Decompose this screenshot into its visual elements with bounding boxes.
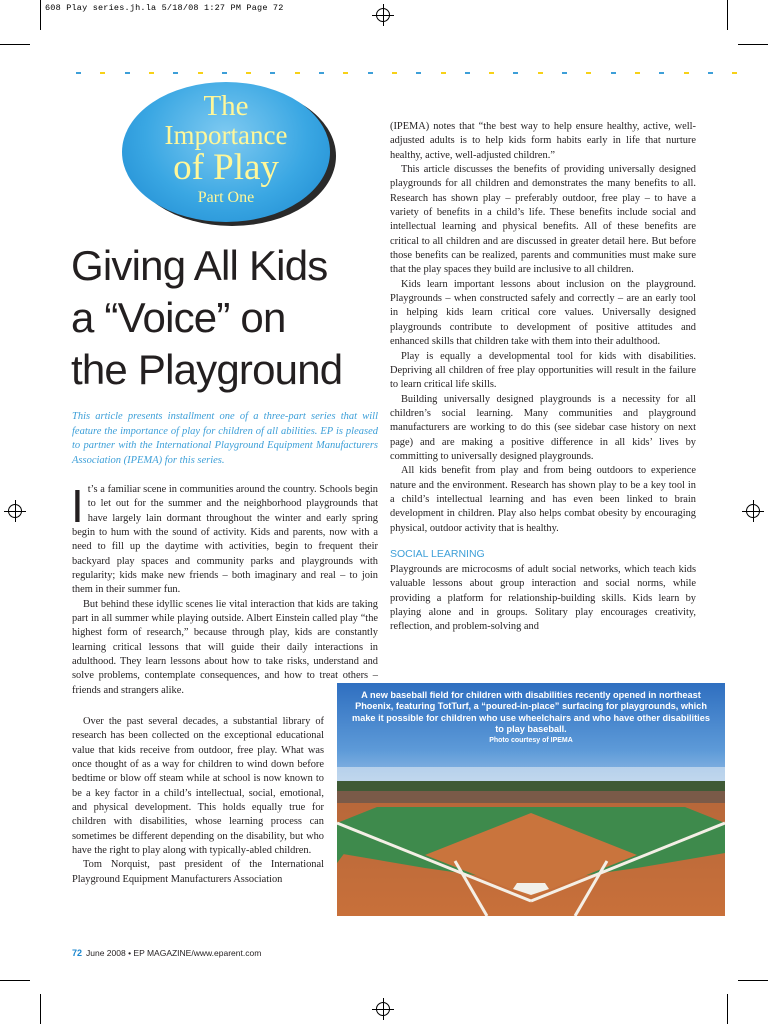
dash-segment xyxy=(319,72,324,74)
dash-segment xyxy=(538,72,543,74)
paragraph-1 xyxy=(71,480,378,598)
registration-mark-left xyxy=(4,500,26,522)
dash-segment xyxy=(562,72,567,74)
paragraph-6: This article discusses the benefits of providing universally designed playgrounds for all children and demonstrates the many benefits to all. Research has shown play – preferably outdoor, free play – to have a variety of benefits in a child’s life. These benefits include social and intellectual learning and physical benefits. All of these benefits are critical to all children and are discussed in greater detail here. But before those benefits can be realized, parents and communities must make sure that the play spaces they build are inclusive to all children. xyxy=(390,164,696,276)
dash-segment xyxy=(416,72,421,74)
section-subhead: SOCIAL LEARNING xyxy=(390,547,485,560)
dash-segment xyxy=(659,72,664,74)
crop-mark-tr-h xyxy=(738,44,768,45)
dash-segment xyxy=(441,72,446,74)
dash-segment xyxy=(732,72,737,74)
dash-segment xyxy=(586,72,591,74)
dash-segment xyxy=(246,72,251,74)
dash-segment xyxy=(149,72,154,74)
badge-line-3: of Play xyxy=(173,147,279,188)
crop-mark-tr-v xyxy=(727,0,728,30)
article-intro: This article presents installment one of a three-part series that will feature the importance of play for children of all abilities. EP is pleased to partner with the International Playground Equipment Manufacturers Association (IPEMA) for this series. xyxy=(72,411,378,466)
drop-cap: I xyxy=(71,480,84,532)
paragraph-11: Playgrounds are microcosms of adult social networks, which teach kids valuable lessons about group interaction and social norms, while providing a platform for relationship-building skills. Kids learn by playing alone and in groups. Solitary play encourages creativity, reflection, and problem-solving and xyxy=(390,563,696,633)
paragraph-2: But behind these idyllic scenes lie vital interaction that kids are taking part in all summer while playing outside. Albert Einstein called play “the highest form of research,” because through play, kids are constantly learning critical lessons that will guide their daily interactions in adulthood. They learn lessons about how to take risks, understand and solve problems, contemplate consequences, and how to treat others – friends and strangers alike. xyxy=(72,598,378,696)
headline-line-2: a “Voice” on xyxy=(71,294,286,341)
badge-line-2: Importance xyxy=(164,120,288,150)
paragraph-5: (IPEMA) notes that “the best way to help ensure healthy, active, well-adjusted adults is to help kids form habits early in life that nurture healthy, active, well-adjusted children.” xyxy=(390,121,696,161)
dash-segment xyxy=(465,72,470,74)
dash-segment xyxy=(76,72,81,74)
page-number: 72 xyxy=(72,948,83,958)
photo-credit: Photo courtesy of IPEMA xyxy=(489,736,573,744)
dash-segment xyxy=(708,72,713,74)
badge-line-4: Part One xyxy=(197,189,255,206)
dash-segment xyxy=(198,72,203,74)
column-left-top xyxy=(71,480,378,698)
dashed-rule xyxy=(76,72,736,75)
dash-segment xyxy=(343,72,348,74)
article-headline xyxy=(71,240,371,396)
paragraph-1-text: t’s a familiar scene in communities around the country. Schools begin to let out for the summer and the neighborhood playgrounds that have largely lain dormant throughout the winter and early spring begin to hum with the sound of activity. Kids and parents, now with a need to fill up the daytime with activities, begin to frequent their backyard play spaces and community parks and playgrounds with regularity; kids make new friends – both imaginary and real – to join them in their summer fun. xyxy=(72,484,378,596)
registration-mark-top xyxy=(372,4,394,26)
crop-mark-br-h xyxy=(738,980,768,981)
registration-mark-right xyxy=(742,500,764,522)
badge-line-1: The xyxy=(203,90,249,122)
outfield-fence xyxy=(337,791,725,805)
registration-mark-bottom xyxy=(372,998,394,1020)
folio-text: June 2008 • EP MAGAZINE/www.eparent.com xyxy=(86,948,262,958)
crop-mark-bl-h xyxy=(0,980,30,981)
dash-segment xyxy=(173,72,178,74)
paragraph-10: All kids benefit from play and from being outdoors to experience nature and the environment. Research has shown play to be a key tool in a child’s intellectual learning and has even been linked to brain development in children. Play also helps combat obesity by encouraging physical, outdoor activity that is healthy. xyxy=(390,465,696,534)
column-left-bottom xyxy=(72,715,324,887)
photo-caption xyxy=(347,690,715,746)
headline-line-1: Giving All Kids xyxy=(71,242,328,289)
dash-segment xyxy=(489,72,494,74)
series-badge xyxy=(122,82,330,222)
dash-segment xyxy=(513,72,518,74)
dash-segment xyxy=(270,72,275,74)
crop-mark-br-v xyxy=(727,994,728,1024)
paragraph-7: Kids learn important lessons about inclusion on the playground. Playgrounds – when constructed safely and correctly – are an early tool in helping kids learn critical core values. Universally designed playgrounds contribute to development of positive attitudes and enhanced skills that children take with them into their adulthood. xyxy=(390,278,696,348)
paragraph-8: Play is equally a developmental tool for kids with disabilities. Depriving all children of free play opportunities will result in the failure to learn critical life skills. xyxy=(390,350,696,391)
headline-line-3: the Playground xyxy=(71,346,343,393)
paragraph-3: Over the past several decades, a substantial library of research has been collected on the exceptional educational value that kids receive from outdoor, free play. What was once thought of as a way for children to wind down before bedtime or blow off steam while at school is now known to be a key factor in a child’s intellectual, social, emotional, and physical development. This holds equally true for children with disabilities, whose learning process can sometimes be different depending on the disability, but who have the right to play along with typically-abled children. xyxy=(72,716,324,857)
column-right xyxy=(390,120,696,635)
crop-mark-bl-v xyxy=(40,994,41,1024)
page-folio xyxy=(72,948,261,958)
crop-mark-tl-h xyxy=(0,44,30,45)
dash-segment xyxy=(684,72,689,74)
dash-segment xyxy=(392,72,397,74)
baseball-field-photo xyxy=(337,683,725,916)
dash-segment xyxy=(611,72,616,74)
dash-segment xyxy=(222,72,227,74)
dash-segment xyxy=(295,72,300,74)
paragraph-4: Tom Norquist, past president of the International Playground Equipment Manufacturers Association xyxy=(72,859,324,885)
dash-segment xyxy=(125,72,130,74)
crop-mark-tl-v xyxy=(40,0,41,30)
slug-line: 608 Play series.jh.la 5/18/08 1:27 PM Page 72 xyxy=(45,3,284,13)
paragraph-9: Building universally designed playgrounds is a necessity for all children’s social learning. Many communities and playground manufacturers are working to do this (see sidebar case history on next page) and are making a positive difference in all kids’ lives by committing to universally designed playgrounds. xyxy=(390,393,696,462)
dash-segment xyxy=(100,72,105,74)
photo-caption-text: A new baseball field for children with disabilities recently opened in northeast Phoenix, featuring TotTurf, a “poured-in-place” surfacing for playgrounds, which make it possible for children who use wheelchairs and who have other disabilities to play baseball. xyxy=(352,690,710,735)
dash-segment xyxy=(368,72,373,74)
dash-segment xyxy=(635,72,640,74)
